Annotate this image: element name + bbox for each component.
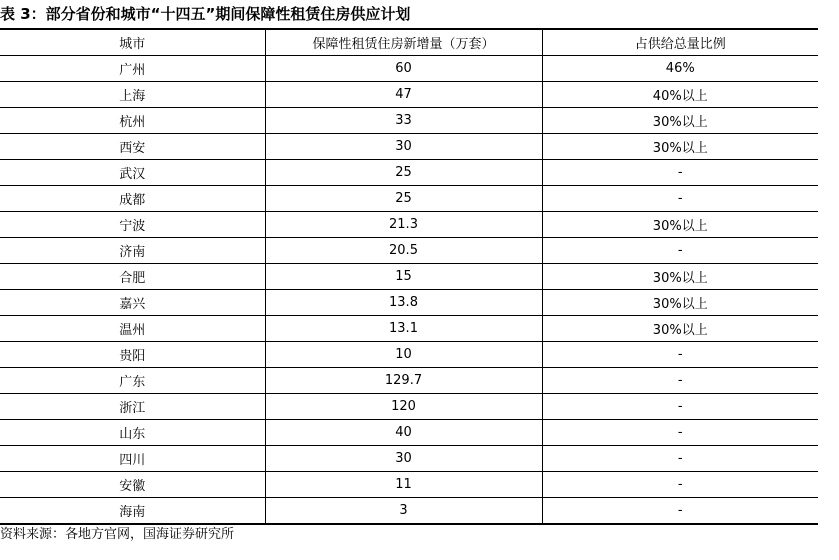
cell-city: 上海 (0, 82, 265, 108)
table-row (0, 316, 818, 342)
cell-city: 四川 (0, 446, 265, 472)
table-row (0, 186, 818, 212)
column-header-new-units: 保障性租赁住房新增量（万套） (265, 29, 542, 56)
source-note: 资料来源：各地方官网，国海证券研究所 (0, 527, 235, 542)
table-row (0, 264, 818, 290)
cell-city: 合肥 (0, 264, 265, 290)
cell-new-units: 60 (265, 56, 542, 82)
cell-city: 武汉 (0, 160, 265, 186)
cell-new-units: 13.1 (265, 316, 542, 342)
table-row (0, 394, 818, 420)
cell-new-units: 25 (265, 186, 542, 212)
table-row (0, 368, 818, 394)
column-header-city: 城市 (0, 29, 265, 56)
cell-share: 40%以上 (542, 82, 818, 108)
cell-new-units: 20.5 (265, 238, 542, 264)
cell-share: - (542, 498, 818, 525)
cell-share: - (542, 160, 818, 186)
cell-city: 宁波 (0, 212, 265, 238)
table-row (0, 290, 818, 316)
table-row (0, 134, 818, 160)
cell-share: 30%以上 (542, 290, 818, 316)
cell-city: 广东 (0, 368, 265, 394)
cell-city: 嘉兴 (0, 290, 265, 316)
cell-share: - (542, 420, 818, 446)
cell-city: 浙江 (0, 394, 265, 420)
table-row (0, 472, 818, 498)
cell-share: 30%以上 (542, 134, 818, 160)
cell-city: 成都 (0, 186, 265, 212)
table-header-row (0, 29, 818, 56)
cell-new-units: 13.8 (265, 290, 542, 316)
table-row (0, 420, 818, 446)
cell-city: 广州 (0, 56, 265, 82)
cell-new-units: 11 (265, 472, 542, 498)
cell-city: 海南 (0, 498, 265, 525)
cell-share: - (542, 238, 818, 264)
cell-new-units: 120 (265, 394, 542, 420)
cell-new-units: 15 (265, 264, 542, 290)
table-row (0, 160, 818, 186)
cell-new-units: 33 (265, 108, 542, 134)
cell-share: - (542, 446, 818, 472)
cell-new-units: 25 (265, 160, 542, 186)
column-header-share: 占供给总量比例 (542, 29, 818, 56)
table-row (0, 238, 818, 264)
cell-share: 30%以上 (542, 212, 818, 238)
table-title: 表 3：部分省份和城市“十四五”期间保障性租赁住房供应计划 (0, 5, 411, 23)
table-row (0, 212, 818, 238)
cell-share: 30%以上 (542, 108, 818, 134)
cell-new-units: 40 (265, 420, 542, 446)
table-row (0, 446, 818, 472)
table-row (0, 498, 818, 525)
cell-share: - (542, 472, 818, 498)
cell-new-units: 30 (265, 446, 542, 472)
cell-city: 西安 (0, 134, 265, 160)
table-row (0, 342, 818, 368)
table-row (0, 82, 818, 108)
cell-share: 30%以上 (542, 316, 818, 342)
cell-city: 贵阳 (0, 342, 265, 368)
cell-city: 济南 (0, 238, 265, 264)
cell-city: 杭州 (0, 108, 265, 134)
cell-new-units: 47 (265, 82, 542, 108)
cell-share: 30%以上 (542, 264, 818, 290)
cell-share: 46% (542, 56, 818, 82)
cell-new-units: 21.3 (265, 212, 542, 238)
cell-city: 温州 (0, 316, 265, 342)
housing-supply-table (0, 28, 818, 525)
cell-share: - (542, 186, 818, 212)
cell-city: 山东 (0, 420, 265, 446)
cell-city: 安徽 (0, 472, 265, 498)
cell-new-units: 3 (265, 498, 542, 525)
cell-new-units: 129.7 (265, 368, 542, 394)
cell-new-units: 30 (265, 134, 542, 160)
cell-share: - (542, 368, 818, 394)
table-body (0, 56, 818, 525)
table-row (0, 108, 818, 134)
table-row (0, 56, 818, 82)
cell-share: - (542, 342, 818, 368)
cell-share: - (542, 394, 818, 420)
cell-new-units: 10 (265, 342, 542, 368)
